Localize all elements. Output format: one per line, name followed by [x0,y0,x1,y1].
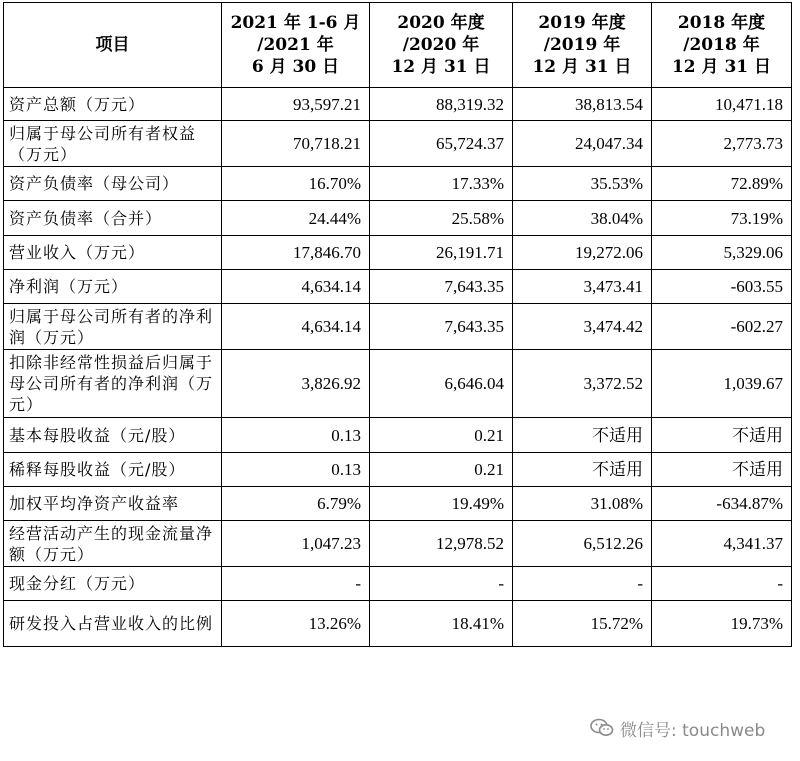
table-row [4,601,792,647]
header-line: 12 月 31 日 [532,57,632,77]
row-value: 不适用 [513,453,652,487]
row-value: 72.89% [652,167,792,201]
row-value: 10,471.18 [652,88,792,121]
header-line: /2020 年 [402,35,480,55]
row-label: 扣除非经常性损益后归属于母公司所有者的净利润（万元） [4,350,222,418]
header-col-2018 [652,3,792,88]
table-row [4,167,792,201]
header-line: 2019 年度 [538,13,626,33]
row-label: 净利润（万元） [4,270,222,304]
row-value: 26,191.71 [370,236,513,270]
table-row [4,350,792,418]
row-value: 12,978.52 [370,521,513,567]
row-label: 稀释每股收益（元/股） [4,453,222,487]
row-value: 73.19% [652,201,792,236]
row-value: 1,047.23 [222,521,370,567]
row-value: - [513,567,652,601]
row-value: - [370,567,513,601]
header-line: 2021 年 1-6 月 [230,13,361,33]
row-value: 7,643.35 [370,270,513,304]
table-row [4,567,792,601]
row-value: 6,512.26 [513,521,652,567]
row-value: 6,646.04 [370,350,513,418]
row-value: 5,329.06 [652,236,792,270]
row-value: 1,039.67 [652,350,792,418]
row-value: - [222,567,370,601]
row-label: 研发投入占营业收入的比例 [4,601,222,647]
header-line: /2019 年 [543,35,621,55]
row-value: 2,773.73 [652,121,792,167]
row-value: - [652,567,792,601]
header-line: 2018 年度 [677,13,766,33]
row-value: 4,634.14 [222,270,370,304]
row-value: 0.13 [222,453,370,487]
header-line: 12 月 31 日 [391,57,491,77]
row-value: 38,813.54 [513,88,652,121]
row-value: 3,826.92 [222,350,370,418]
row-label: 资产负债率（母公司） [4,167,222,201]
watermark-text: 微信号: touchweb [620,720,766,741]
header-line: 12 月 31 日 [671,57,772,77]
row-value: 不适用 [513,418,652,453]
row-label: 加权平均净资产收益率 [4,487,222,521]
row-value: 65,724.37 [370,121,513,167]
row-label: 营业收入（万元） [4,236,222,270]
row-value: 0.21 [370,453,513,487]
header-line: 2020 年度 [397,13,485,33]
header-col-2019 [513,3,652,88]
row-value: 15.72% [513,601,652,647]
row-value: 93,597.21 [222,88,370,121]
row-value: 19.73% [652,601,792,647]
table-row [4,453,792,487]
table-row [4,88,792,121]
row-value: 3,474.42 [513,304,652,350]
table-row [4,270,792,304]
row-label: 归属于母公司所有者权益（万元） [4,121,222,167]
row-label: 现金分红（万元） [4,567,222,601]
row-label: 基本每股收益（元/股） [4,418,222,453]
row-value: 6.79% [222,487,370,521]
table-row [4,201,792,236]
row-value: 16.70% [222,167,370,201]
header-row [4,3,792,88]
row-value: 17.33% [370,167,513,201]
row-label: 经营活动产生的现金流量净额（万元） [4,521,222,567]
row-value: 24.44% [222,201,370,236]
row-value: -634.87% [652,487,792,521]
row-value: 0.21 [370,418,513,453]
header-line: /2021 年 [257,35,334,55]
watermark [590,716,765,740]
table-row [4,418,792,453]
header-line: /2018 年 [683,35,760,55]
row-label: 资产总额（万元） [4,88,222,121]
row-value: 19,272.06 [513,236,652,270]
row-value: 18.41% [370,601,513,647]
row-value: 13.26% [222,601,370,647]
row-value: 不适用 [652,453,792,487]
row-value: 7,643.35 [370,304,513,350]
wechat-icon [590,718,614,738]
row-value: 不适用 [652,418,792,453]
row-value: -602.27 [652,304,792,350]
row-value: -603.55 [652,270,792,304]
row-value: 19.49% [370,487,513,521]
row-label: 归属于母公司所有者的净利润（万元） [4,304,222,350]
row-value: 70,718.21 [222,121,370,167]
table-row [4,236,792,270]
row-label: 资产负债率（合并） [4,201,222,236]
header-item: 项目 [4,3,222,88]
row-value: 31.08% [513,487,652,521]
table-row [4,487,792,521]
row-value: 88,319.32 [370,88,513,121]
header-line: 6 月 30 日 [251,57,340,77]
row-value: 3,372.52 [513,350,652,418]
table-row [4,521,792,567]
row-value: 17,846.70 [222,236,370,270]
financial-data-table [3,2,792,647]
row-value: 4,634.14 [222,304,370,350]
row-value: 25.58% [370,201,513,236]
header-col-2021h1 [222,3,370,88]
row-value: 35.53% [513,167,652,201]
header-col-2020 [370,3,513,88]
row-value: 38.04% [513,201,652,236]
row-value: 0.13 [222,418,370,453]
row-value: 4,341.37 [652,521,792,567]
row-value: 3,473.41 [513,270,652,304]
row-value: 24,047.34 [513,121,652,167]
table-row [4,304,792,350]
table-row [4,121,792,167]
